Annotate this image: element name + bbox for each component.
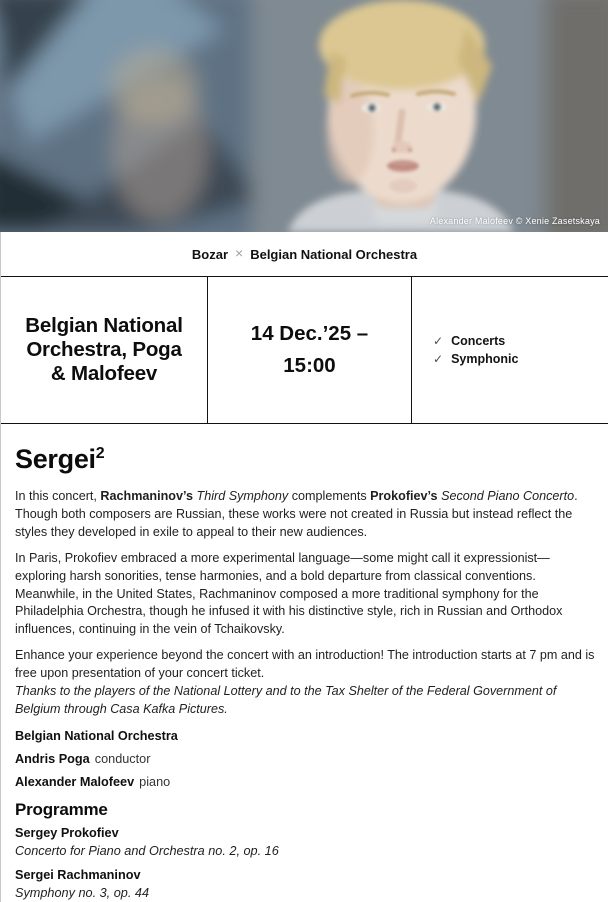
performer-row [15,773,596,791]
x-separator-icon: × [235,245,244,261]
hero-image [0,0,608,232]
photo-credit: Alexander Malofeev © Xenie Zasetskaya [429,216,600,226]
event-date-line1: 14 Dec.’25 – [250,322,369,346]
performer-row [15,750,596,768]
programme-work: Concerto for Piano and Orchestra no. 2, op. 16 [15,843,279,858]
event-title-cell [1,277,208,423]
tag-symphonic[interactable] [433,352,608,366]
brand-orchestra-name: Belgian National Orchestra [250,246,418,262]
check-icon: ✓ [433,334,444,348]
event-title: Belgian National Orchestra, Poga & Malofeev [25,314,183,385]
performer-name: Alexander Malofeev [15,774,135,789]
performer-name: Belgian National Orchestra [15,728,178,743]
article-title-sup: 2 [95,445,105,462]
brand-bozar: Bozar [191,246,229,262]
performer-name: Andris Poga [15,751,90,766]
paragraph: In Paris, Prokofiev embraced a more experimental language—some might call it expressionist—exploring harsh sonorities, tense harmonies, and a bold departure from classical conventions. Meanwhile, in the United States, Rachmaninov composed a more traditional symphony for the Philadelphia Orchestra, though he infused it with his distinctive style, rich in Russian and Orthodox influences, continuing in the vein of Tchaikovsky. [15,550,563,637]
performer-row [15,727,596,745]
event-time: 15:00 [283,354,336,377]
tag-label: Symphonic [451,352,519,366]
hero-portrait-svg [0,0,608,232]
event-article [1,424,608,902]
programme-item [15,866,596,902]
article-paragraphs [15,488,596,719]
event-date-cell [208,277,412,423]
programme-composer: Sergey Prokofiev [15,825,119,840]
brand-bar [1,232,608,276]
tag-label: Concerts [451,334,506,348]
event-info-row [1,276,608,424]
programme-work: Symphony no. 3, op. 44 [15,885,150,900]
tag-concerts[interactable] [433,334,608,348]
event-tags-cell [412,277,608,423]
programme-heading: Programme [15,799,108,819]
event-datetime [251,318,368,382]
performer-role: conductor [94,751,151,766]
page-content [0,232,608,902]
check-icon: ✓ [433,352,444,366]
programme-composer: Sergei Rachmaninov [15,867,141,882]
performers-list [15,727,596,791]
article-title [15,446,596,473]
paragraph: Enhance your experience beyond the concert with an introduction! The introduction starts at 7 pm and is free upon presentation of your concert ticket. Thanks to the players of the National Lottery and to the Tax Shelter of the Federal Government of Belgium through Casa Kafka Pictures. [15,648,595,716]
performer-role: piano [139,774,171,789]
programme-item [15,824,596,860]
article-title-text: Sergei [15,444,96,474]
paragraph: In this concert, Rachmaninov’s Third Symphony complements Prokofiev’s Second Piano Concerto. Though both composers are Russian, these works were not created in Russia but instead reflect the styles they developed in exile to appeal to their new audiences. [15,489,578,539]
